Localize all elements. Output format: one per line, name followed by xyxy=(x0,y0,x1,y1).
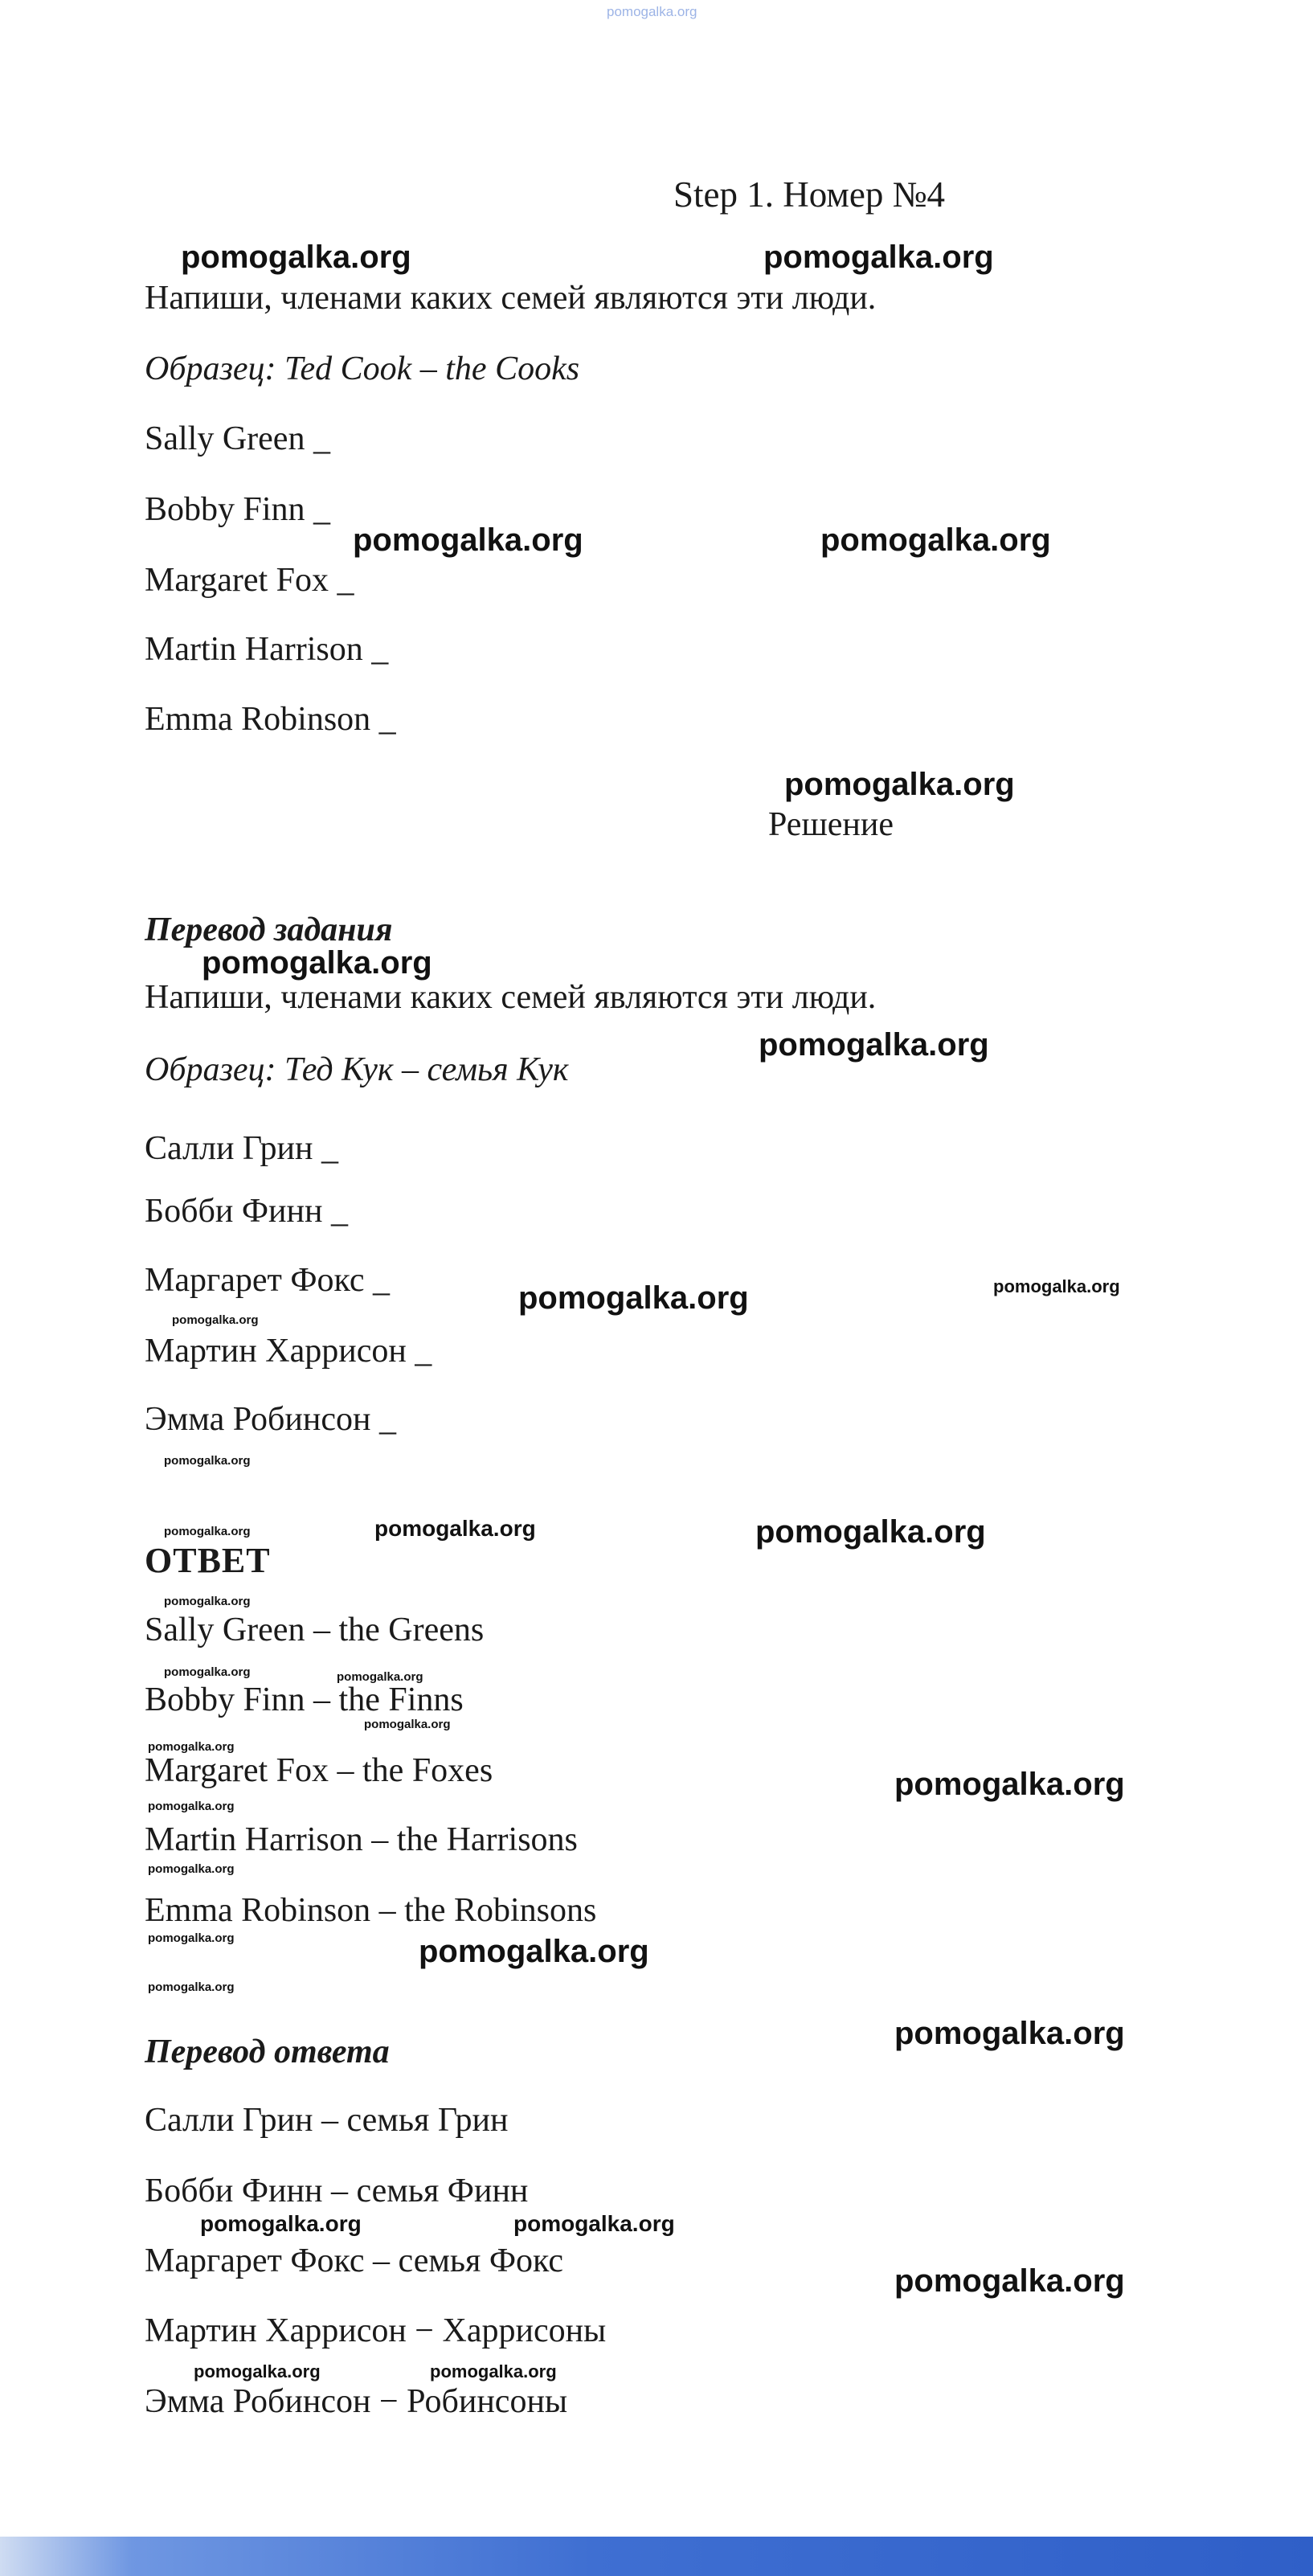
watermark: pomogalka.org xyxy=(607,4,697,19)
watermark: pomogalka.org xyxy=(513,2211,675,2236)
watermark: pomogalka.org xyxy=(364,1718,451,1731)
watermark: pomogalka.org xyxy=(518,1280,749,1316)
watermark: pomogalka.org xyxy=(148,1800,235,1813)
answer-translation-item: Маргарет Фокс – семья Фокс xyxy=(145,2242,564,2279)
task-item: Sally Green _ xyxy=(145,420,330,457)
watermark: pomogalka.org xyxy=(164,1525,251,1538)
answer-item: Bobby Finn – the Finns xyxy=(145,1681,464,1718)
watermark: pomogalka.org xyxy=(202,945,432,981)
task-item: Margaret Fox _ xyxy=(145,562,354,599)
task-translation-item: Бобби Финн _ xyxy=(145,1193,348,1230)
watermark: pomogalka.org xyxy=(148,1931,235,1945)
solution-heading: Решение xyxy=(768,806,894,843)
watermark: pomogalka.org xyxy=(430,2361,557,2381)
watermark: pomogalka.org xyxy=(759,1027,989,1063)
page-title: Step 1. Номер №4 xyxy=(673,174,946,215)
task-translation-item: Маргарет Фокс _ xyxy=(145,1262,391,1299)
watermark: pomogalka.org xyxy=(164,1665,251,1679)
watermark: pomogalka.org xyxy=(419,1934,649,1969)
watermark: pomogalka.org xyxy=(894,2016,1125,2051)
watermark: pomogalka.org xyxy=(181,240,411,275)
watermark: pomogalka.org xyxy=(763,240,994,275)
watermark: pomogalka.org xyxy=(337,1670,423,1684)
task-example: Образец: Ted Cook – the Cooks xyxy=(145,350,580,387)
task-translation-item: Мартин Харрисон _ xyxy=(145,1333,432,1370)
watermark: pomogalka.org xyxy=(148,1862,235,1876)
answer-translation-item: Эмма Робинсон − Робинсоны xyxy=(145,2383,568,2420)
watermark: pomogalka.org xyxy=(164,1595,251,1608)
watermark: pomogalka.org xyxy=(374,1516,536,1541)
watermark: pomogalka.org xyxy=(172,1313,259,1327)
footer-bar xyxy=(0,2537,1313,2576)
answer-translation-item: Мартин Харрисон − Харрисоны xyxy=(145,2312,607,2349)
answer-translation-item: Салли Грин – семья Грин xyxy=(145,2102,509,2139)
task-translation-item: Эмма Робинсон _ xyxy=(145,1401,396,1438)
answer-item: Martin Harrison – the Harrisons xyxy=(145,1821,578,1858)
watermark: pomogalka.org xyxy=(194,2361,321,2381)
watermark: pomogalka.org xyxy=(784,767,1015,802)
watermark: pomogalka.org xyxy=(820,522,1051,558)
answer-item: Margaret Fox – the Foxes xyxy=(145,1752,493,1789)
watermark: pomogalka.org xyxy=(148,1980,235,1994)
answer-heading: ОТВЕТ xyxy=(145,1541,271,1580)
task-translation-heading: Перевод задания xyxy=(145,911,393,948)
task-intro: Напиши, членами каких семей являются эти люди. xyxy=(145,280,877,317)
task-item: Bobby Finn _ xyxy=(145,491,331,528)
watermark: pomogalka.org xyxy=(993,1276,1120,1296)
task-item: Emma Robinson _ xyxy=(145,701,396,738)
watermark: pomogalka.org xyxy=(894,2263,1125,2299)
task-translation-example: Образец: Тед Кук – семья Кук xyxy=(145,1051,569,1088)
watermark: pomogalka.org xyxy=(894,1767,1125,1802)
watermark: pomogalka.org xyxy=(755,1514,986,1550)
answer-translation-heading: Перевод ответа xyxy=(145,2033,390,2070)
watermark: pomogalka.org xyxy=(200,2211,362,2236)
task-item: Martin Harrison _ xyxy=(145,631,389,668)
answer-translation-item: Бобби Финн – семья Финн xyxy=(145,2173,529,2209)
task-translation-item: Салли Грин _ xyxy=(145,1130,339,1167)
answer-item: Sally Green – the Greens xyxy=(145,1612,485,1648)
watermark: pomogalka.org xyxy=(353,522,583,558)
watermark: pomogalka.org xyxy=(148,1740,235,1754)
answer-item: Emma Robinson – the Robinsons xyxy=(145,1892,597,1929)
watermark: pomogalka.org xyxy=(164,1454,251,1468)
task-translation-intro: Напиши, членами каких семей являются эти люди. xyxy=(145,979,877,1016)
